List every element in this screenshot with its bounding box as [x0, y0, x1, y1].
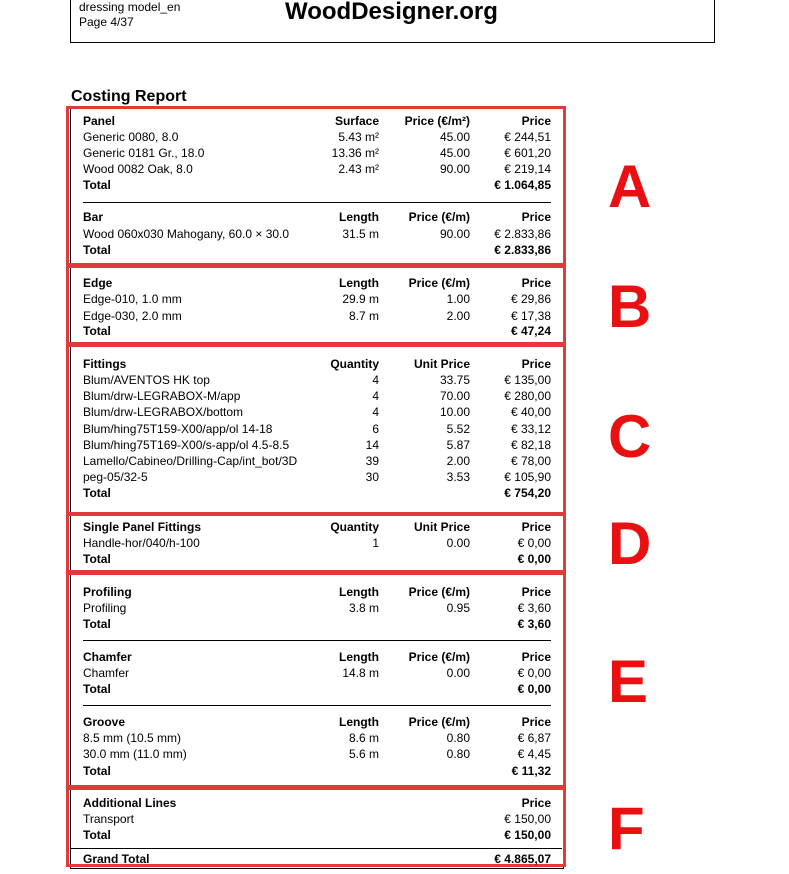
col-header-price: Price [521, 357, 551, 371]
total-label: Total [83, 552, 111, 566]
groove-total-row [83, 763, 551, 779]
cell-unit-price: 5.87 [446, 438, 470, 452]
total-value: € 11,32 [511, 764, 551, 778]
col-header-quantity: Quantity [330, 520, 379, 534]
cell-quantity: 4 [372, 389, 379, 403]
additional-lines-header-row [83, 795, 551, 811]
cell-price: € 78,00 [510, 454, 551, 468]
table-row [83, 291, 551, 307]
table-row [83, 421, 551, 437]
cell-measure: 5.6 m [348, 747, 379, 761]
col-header-measure: Length [339, 715, 379, 729]
cell-quantity: 4 [372, 373, 379, 387]
cell-price: € 17,38 [510, 309, 551, 323]
cell-quantity: 4 [372, 405, 379, 419]
total-value: € 47,24 [510, 324, 551, 338]
cell-unit-price: 33.75 [439, 373, 470, 387]
cell-price: € 601,20 [504, 146, 551, 160]
section-divider [83, 705, 551, 706]
chamfer-header-row [83, 649, 551, 665]
table-row [83, 226, 551, 242]
table-row [83, 161, 551, 177]
col-header-item: Profiling [83, 585, 132, 599]
col-header-measure: Length [339, 210, 379, 224]
col-header-measure: Length [339, 650, 379, 664]
section-label-f: F [608, 795, 645, 862]
cell-price: € 244,51 [504, 130, 551, 144]
total-label: Total [83, 324, 111, 338]
total-label: Total [83, 764, 111, 778]
col-header-item: Groove [83, 715, 126, 729]
additional-lines-total-row [83, 827, 551, 843]
table-row [83, 665, 551, 681]
cell-rate: 2.00 [446, 309, 470, 323]
table-row [83, 145, 551, 161]
cell-rate: 0.80 [446, 731, 470, 745]
cell-rate: 45.00 [439, 146, 470, 160]
col-header-item: Additional Lines [83, 796, 177, 810]
col-header-rate: Price (€/m) [408, 276, 470, 290]
report-title: Costing Report [71, 88, 187, 105]
cell-quantity: 30 [365, 470, 379, 484]
cell-rate: 90.00 [439, 227, 470, 241]
col-header-price: Price [521, 276, 551, 290]
profiling-total-row [83, 616, 551, 632]
cell-item: Blum/drw-LEGRABOX/bottom [83, 405, 244, 419]
panel-header-row [83, 113, 551, 129]
cell-unit-price: 10.00 [439, 405, 470, 419]
cell-price: € 33,12 [510, 422, 551, 436]
profiling-header-row [83, 584, 551, 600]
single-panel-fittings-header-row [83, 519, 551, 535]
cell-rate: 90.00 [439, 162, 470, 176]
section-label-e: E [608, 648, 649, 715]
cell-item: Chamfer [83, 666, 130, 680]
cell-rate: 0.95 [446, 601, 470, 615]
header-site-name: WoodDesigner.org [285, 0, 498, 25]
cell-rate: 1.00 [446, 292, 470, 306]
col-header-rate: Price (€/m) [408, 210, 470, 224]
col-header-price: Price [521, 585, 551, 599]
cell-price: € 82,18 [510, 438, 551, 452]
table-row [83, 129, 551, 145]
section-label-d: D [608, 510, 652, 577]
cell-quantity: 1 [372, 536, 379, 550]
header-page-number: Page 4/37 [79, 15, 134, 29]
col-header-price: Price [521, 520, 551, 534]
section-label-c: C [608, 403, 652, 470]
cell-price: € 135,00 [504, 373, 551, 387]
cell-item: Profiling [83, 601, 127, 615]
cell-measure: 8.6 m [348, 731, 379, 745]
table-row [83, 308, 551, 324]
col-header-rate: Price (€/m) [408, 585, 470, 599]
fittings-header-row [83, 356, 551, 372]
cell-item: Blum/AVENTOS HK top [83, 373, 210, 387]
col-header-price: Price [521, 650, 551, 664]
cell-item: Edge-010, 1.0 mm [83, 292, 182, 306]
cell-rate: 0.80 [446, 747, 470, 761]
cell-item: Wood 060x030 Mahogany, 60.0 × 30.0 [83, 227, 290, 241]
bar-total-row [83, 242, 551, 258]
col-header-item: Chamfer [83, 650, 132, 664]
cell-price: € 105,90 [504, 470, 551, 484]
cell-price: € 280,00 [504, 389, 551, 403]
total-value: € 754,20 [504, 486, 551, 500]
cell-price: € 150,00 [504, 812, 551, 826]
section-label-a: A [608, 153, 652, 220]
edge-total-row [83, 323, 551, 339]
table-row [83, 811, 551, 827]
table-row [83, 746, 551, 762]
cell-rate: 45.00 [439, 130, 470, 144]
groove-header-row [83, 714, 551, 730]
col-header-price: Price [521, 210, 551, 224]
total-value: € 0,00 [517, 682, 551, 696]
total-value: € 0,00 [517, 552, 551, 566]
col-header-price: Price [521, 715, 551, 729]
section-divider [83, 640, 551, 641]
col-header-measure: Length [339, 276, 379, 290]
col-header-unit-price: Unit Price [413, 357, 470, 371]
cell-measure: 5.43 m² [338, 130, 379, 144]
cell-price: € 3,60 [517, 601, 551, 615]
total-value: € 150,00 [504, 828, 551, 842]
grand-total-divider [71, 848, 562, 849]
table-row [83, 372, 551, 388]
col-header-measure: Length [339, 585, 379, 599]
table-row [83, 388, 551, 404]
cell-item: Blum/drw-LEGRABOX-M/app [83, 389, 241, 403]
cell-quantity: 6 [372, 422, 379, 436]
cell-unit-price: 5.52 [446, 422, 470, 436]
cell-price: € 219,14 [504, 162, 551, 176]
total-label: Total [83, 243, 111, 257]
total-value: € 3,60 [517, 617, 551, 631]
col-header-item: Edge [83, 276, 113, 290]
total-label: Total [83, 617, 111, 631]
col-header-unit-price: Unit Price [413, 520, 470, 534]
total-label: Total [83, 828, 111, 842]
cell-measure: 2.43 m² [338, 162, 379, 176]
cell-measure: 31.5 m [342, 227, 379, 241]
cell-item: peg-05/32-5 [83, 470, 148, 484]
col-header-item: Bar [83, 210, 104, 224]
col-header-item: Single Panel Fittings [83, 520, 202, 534]
single-panel-fittings-total-row [83, 551, 551, 567]
total-value: € 2.833,86 [494, 243, 551, 257]
cell-rate: 0.00 [446, 666, 470, 680]
cell-unit-price: 0.00 [446, 536, 470, 550]
col-header-rate: Price (€/m) [408, 650, 470, 664]
page-header [70, 0, 715, 43]
col-header-item: Panel [83, 114, 116, 128]
table-row [83, 535, 551, 551]
header-document-info [79, 0, 180, 30]
section-label-b: B [608, 273, 652, 340]
cell-item: Generic 0080, 8.0 [83, 130, 179, 144]
cell-measure: 8.7 m [348, 309, 379, 323]
header-model-name: dressing model_en [79, 0, 181, 14]
cell-price: € 0,00 [517, 666, 551, 680]
cell-measure: 29.9 m [342, 292, 379, 306]
cell-price: € 2.833,86 [494, 227, 551, 241]
cell-price: € 40,00 [510, 405, 551, 419]
table-row [83, 469, 551, 485]
cell-unit-price: 70.00 [439, 389, 470, 403]
cell-quantity: 14 [365, 438, 379, 452]
fittings-total-row [83, 485, 551, 501]
cell-unit-price: 3.53 [446, 470, 470, 484]
cell-price: € 4,45 [517, 747, 551, 761]
cell-item: Transport [83, 812, 134, 826]
edge-header-row [83, 275, 551, 291]
table-row [83, 437, 551, 453]
table-row [83, 730, 551, 746]
total-label: Total [83, 682, 111, 696]
grand-total-value: € 4.865,07 [494, 852, 551, 866]
cell-item: Edge-030, 2.0 mm [83, 309, 182, 323]
cell-price: € 6,87 [517, 731, 551, 745]
total-value: € 1.064,85 [494, 178, 551, 192]
cell-item: Handle-hor/040/h-100 [83, 536, 200, 550]
table-row [83, 600, 551, 616]
panel-total-row [83, 177, 551, 193]
cell-item: 30.0 mm (11.0 mm) [83, 747, 187, 761]
col-header-quantity: Quantity [330, 357, 379, 371]
col-header-rate: Price (€/m) [408, 715, 470, 729]
cell-item: Blum/hing75T159-X00/app/ol 14-18 [83, 422, 273, 436]
cell-price: € 29,86 [510, 292, 551, 306]
cell-item: Generic 0181 Gr., 18.0 [83, 146, 205, 160]
cell-item: 8.5 mm (10.5 mm) [83, 731, 182, 745]
col-header-price: Price [521, 114, 551, 128]
col-header-measure: Surface [334, 114, 379, 128]
cell-quantity: 39 [365, 454, 379, 468]
cell-item: Wood 0082 Oak, 8.0 [83, 162, 193, 176]
col-header-rate: Price (€/m²) [404, 114, 470, 128]
cell-price: € 0,00 [517, 536, 551, 550]
col-header-item: Fittings [83, 357, 127, 371]
total-label: Total [83, 178, 111, 192]
col-header-price: Price [521, 796, 551, 810]
cell-unit-price: 2.00 [446, 454, 470, 468]
cell-measure: 13.36 m² [331, 146, 379, 160]
cell-measure: 14.8 m [342, 666, 379, 680]
bar-header-row [83, 209, 551, 225]
cell-item: Blum/hing75T169-X00/s-app/ol 4.5-8.5 [83, 438, 290, 452]
table-row [83, 404, 551, 420]
grand-total-label: Grand Total [83, 852, 150, 866]
table-row [83, 453, 551, 469]
total-label: Total [83, 486, 111, 500]
section-divider [83, 202, 551, 203]
chamfer-total-row [83, 681, 551, 697]
grand-total-row [83, 851, 551, 867]
cell-measure: 3.8 m [348, 601, 379, 615]
cell-item: Lamello/Cabineo/Drilling-Cap/int_bot/3D [83, 454, 298, 468]
